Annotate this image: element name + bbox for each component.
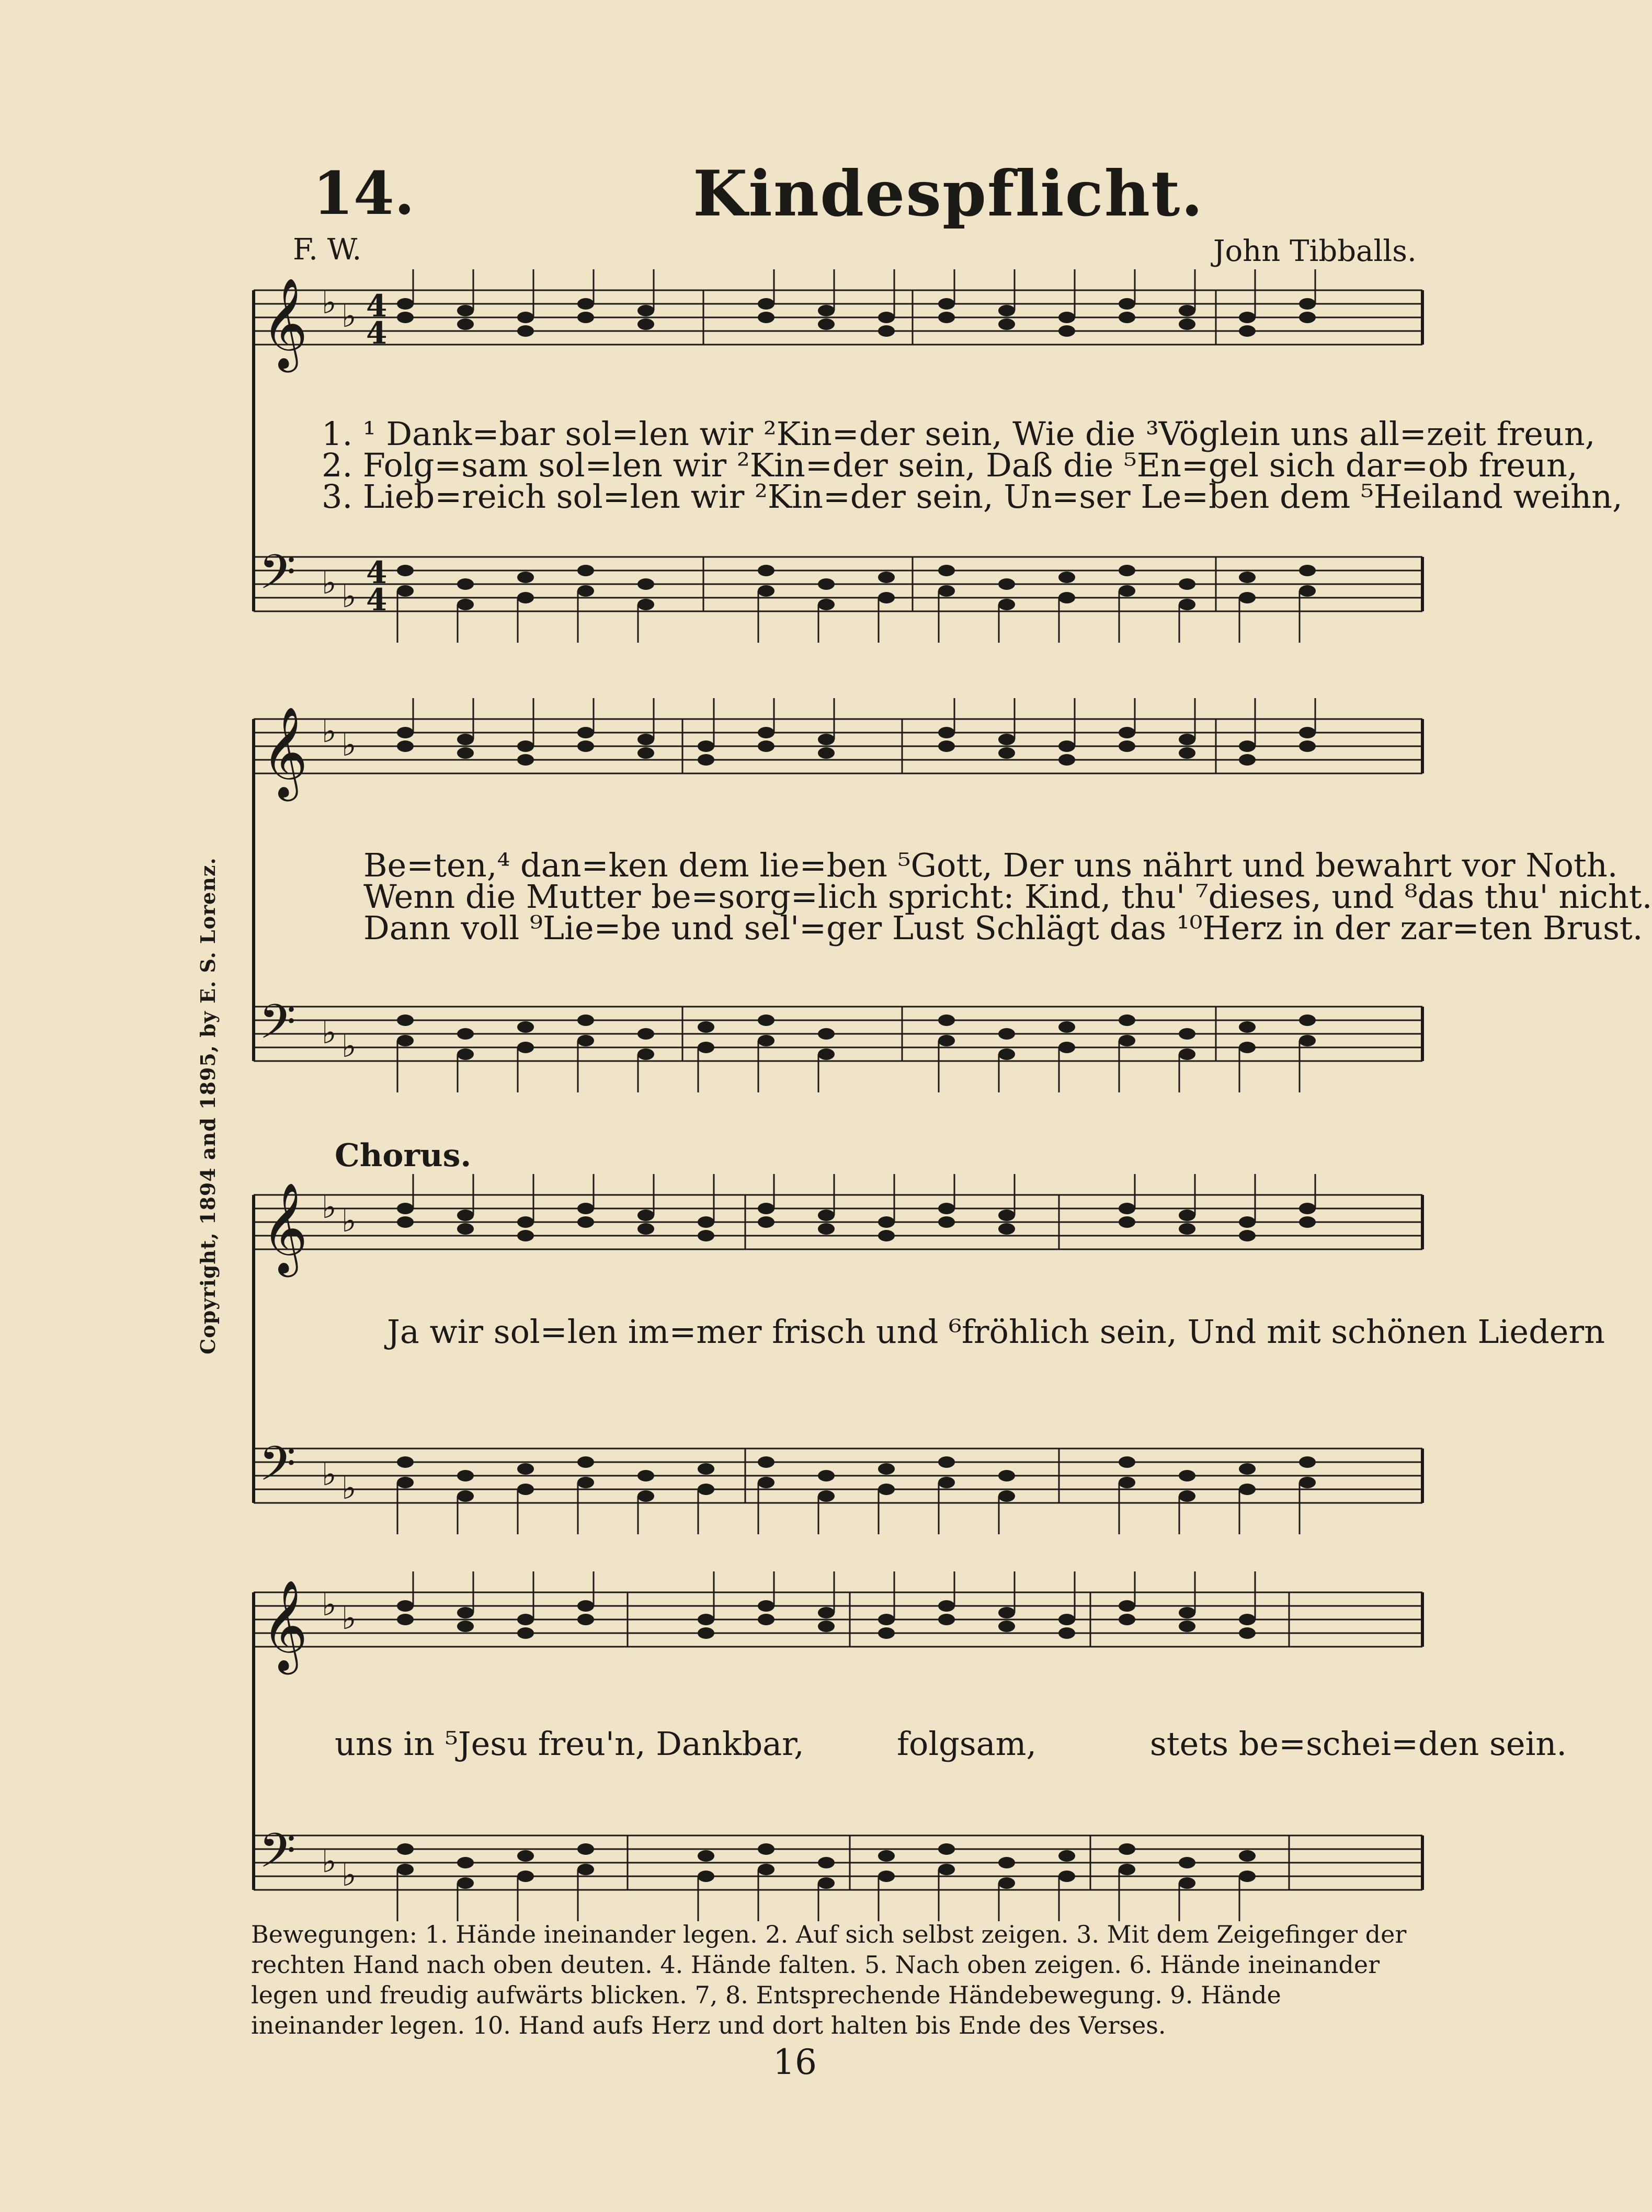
note-head bbox=[517, 754, 534, 766]
note-head bbox=[1119, 1600, 1135, 1612]
note-head bbox=[1119, 1614, 1135, 1625]
time-signature: 4 bbox=[366, 582, 388, 618]
note-head bbox=[938, 1600, 955, 1612]
flat-icon: ♭ bbox=[322, 1014, 337, 1051]
note-head bbox=[1299, 1477, 1316, 1488]
note-head bbox=[457, 578, 474, 590]
note-head bbox=[637, 1048, 654, 1060]
note-head bbox=[938, 740, 955, 752]
note-head bbox=[1299, 1014, 1316, 1026]
note-head bbox=[818, 1048, 835, 1060]
note-head bbox=[998, 305, 1015, 316]
note-head bbox=[938, 312, 955, 323]
note-head bbox=[1239, 1850, 1256, 1862]
page-number: 16 bbox=[773, 2042, 817, 2082]
verse-3-line1: 3. Lieb=reich sol=len wir ²Kin=der sein, Un=ser Le=ben dem ⁵Heiland weihn, bbox=[322, 477, 1623, 516]
note-head bbox=[1179, 305, 1195, 316]
copyright-notice: Copyright, 1894 and 1895, by E. S. Lorenz. bbox=[196, 857, 220, 1354]
movement-instructions: Bewegungen: 1. Hände ineinander legen. 2. Auf sich selbst zeigen. 3. Mit dem Zeigefinger der rechten Hand nach oben deuten. 4. Hände falten. 5. Nach oben zeigen. 6. Hände ineinander legen und freudig aufwärts blicken. 7, 8. Entsprechende Händebewegung. 9. Hände ineinander legen. 10. Hand aufs Herz und dort halten bis Ende des Verses. bbox=[251, 1920, 1407, 2039]
note-head bbox=[998, 747, 1015, 759]
note-head bbox=[1239, 1216, 1256, 1228]
note-head bbox=[1119, 1203, 1135, 1214]
note-head bbox=[818, 318, 835, 330]
note-head bbox=[758, 1014, 774, 1026]
note-head bbox=[577, 1014, 594, 1026]
note-head bbox=[457, 1210, 474, 1221]
note-head bbox=[1179, 1210, 1195, 1221]
note-head bbox=[457, 1470, 474, 1481]
note-head bbox=[577, 1600, 594, 1612]
note-head bbox=[1179, 1470, 1195, 1481]
note-head bbox=[577, 1843, 594, 1855]
note-head bbox=[1179, 1223, 1195, 1235]
note-head bbox=[577, 1477, 594, 1488]
note-head bbox=[758, 1035, 774, 1046]
note-head bbox=[577, 1864, 594, 1875]
note-head bbox=[1179, 1490, 1195, 1502]
note-head bbox=[517, 1871, 534, 1882]
verse-2-line1: 2. Folg=sam sol=len wir ²Kin=der sein, Daß die ⁵En=gel sich dar=ob freun, bbox=[322, 446, 1578, 484]
note-head bbox=[1119, 1843, 1135, 1855]
note-head bbox=[938, 585, 955, 597]
note-head bbox=[878, 1463, 895, 1475]
chorus-lyrics-line1: Ja wir sol=len im=mer frisch und ⁶fröhlich sein, Und mit schönen Liedern bbox=[387, 1313, 1605, 1351]
note-head bbox=[1119, 1216, 1135, 1228]
note-head bbox=[517, 740, 534, 752]
note-head bbox=[938, 1216, 955, 1228]
note-head bbox=[457, 1607, 474, 1618]
bass-clef-icon: 𝄢 bbox=[259, 544, 296, 611]
composer-credit: John Tibballs. bbox=[1213, 234, 1417, 268]
note-head bbox=[1179, 578, 1195, 590]
note-head bbox=[397, 1614, 414, 1625]
note-head bbox=[1179, 1857, 1195, 1868]
note-head bbox=[397, 585, 414, 597]
flat-icon: ♭ bbox=[341, 727, 357, 763]
note-head bbox=[758, 1843, 774, 1855]
flat-icon: ♭ bbox=[341, 1203, 357, 1239]
note-head bbox=[457, 1223, 474, 1235]
note-head bbox=[1239, 740, 1256, 752]
note-head bbox=[818, 578, 835, 590]
note-head bbox=[517, 1216, 534, 1228]
note-head bbox=[1299, 1203, 1316, 1214]
note-head bbox=[1179, 1621, 1195, 1632]
note-head bbox=[878, 1614, 895, 1625]
note-head bbox=[397, 740, 414, 752]
hymn-title: Kindespflicht. bbox=[693, 157, 1204, 231]
note-head bbox=[1058, 325, 1075, 337]
note-head bbox=[938, 1203, 955, 1214]
note-head bbox=[637, 747, 654, 759]
flat-icon: ♭ bbox=[341, 298, 357, 335]
note-head bbox=[1058, 312, 1075, 323]
note-head bbox=[1299, 312, 1316, 323]
note-head bbox=[1299, 1456, 1316, 1468]
note-head bbox=[758, 312, 774, 323]
note-head bbox=[637, 318, 654, 330]
note-head bbox=[698, 1021, 714, 1033]
note-head bbox=[1179, 1607, 1195, 1618]
note-head bbox=[878, 312, 895, 323]
note-head bbox=[457, 305, 474, 316]
verse-lyrics-row1 bbox=[322, 415, 1623, 516]
note-head bbox=[517, 1021, 534, 1033]
note-head bbox=[758, 1614, 774, 1625]
note-head bbox=[517, 1614, 534, 1625]
note-head bbox=[878, 572, 895, 583]
note-head bbox=[637, 734, 654, 745]
flat-icon: ♭ bbox=[341, 1470, 357, 1507]
treble-clef-icon: 𝄞 bbox=[261, 1182, 308, 1273]
note-head bbox=[1119, 1035, 1135, 1046]
note-head bbox=[577, 1035, 594, 1046]
note-head bbox=[577, 1614, 594, 1625]
note-head bbox=[698, 1230, 714, 1241]
note-head bbox=[637, 1490, 654, 1502]
note-head bbox=[517, 592, 534, 603]
verse-3-line2: Dann voll ⁹Lie=be und sel'=ger Lust Schlägt das ¹⁰Herz in der zar=ten Brust. bbox=[363, 909, 1643, 947]
note-head bbox=[1179, 734, 1195, 745]
note-head bbox=[758, 565, 774, 576]
note-head bbox=[457, 1621, 474, 1632]
note-head bbox=[457, 1857, 474, 1868]
note-head bbox=[1239, 572, 1256, 583]
note-head bbox=[397, 1203, 414, 1214]
note-head bbox=[517, 325, 534, 337]
note-head bbox=[1299, 727, 1316, 738]
note-head bbox=[698, 1463, 714, 1475]
time-signature: 4 bbox=[366, 288, 388, 324]
note-head bbox=[998, 578, 1015, 590]
note-head bbox=[517, 1230, 534, 1241]
flat-icon: ♭ bbox=[322, 1843, 337, 1880]
verse-1-line1: 1. ¹ Dank=bar sol=len wir ²Kin=der sein, Wie die ³Vöglein uns all=zeit freun, bbox=[322, 415, 1596, 453]
note-head bbox=[998, 1028, 1015, 1040]
note-head bbox=[938, 1014, 955, 1026]
time-signature: 4 bbox=[366, 555, 388, 590]
note-head bbox=[1299, 1216, 1316, 1228]
flat-icon: ♭ bbox=[322, 1587, 337, 1623]
note-head bbox=[1119, 1864, 1135, 1875]
note-head bbox=[577, 1216, 594, 1228]
note-head bbox=[1179, 599, 1195, 610]
note-head bbox=[1239, 312, 1256, 323]
note-head bbox=[698, 740, 714, 752]
note-head bbox=[517, 1463, 534, 1475]
note-head bbox=[517, 312, 534, 323]
verse-2-line2: Wenn die Mutter be=sorg=lich spricht: Kind, thu' ⁷dieses, und ⁸das thu' nicht. bbox=[363, 877, 1652, 916]
bass-clef-icon: 𝄢 bbox=[259, 1823, 296, 1890]
flat-icon: ♭ bbox=[322, 284, 337, 321]
note-head bbox=[938, 1456, 955, 1468]
flat-icon: ♭ bbox=[322, 565, 337, 601]
note-head bbox=[938, 565, 955, 576]
flat-icon: ♭ bbox=[341, 1857, 357, 1894]
note-head bbox=[878, 1871, 895, 1882]
note-head bbox=[698, 1042, 714, 1053]
note-head bbox=[998, 734, 1015, 745]
note-head bbox=[698, 1871, 714, 1882]
note-head bbox=[818, 1210, 835, 1221]
note-head bbox=[938, 298, 955, 310]
time-signature: 4 bbox=[366, 315, 388, 351]
note-head bbox=[457, 599, 474, 610]
note-head bbox=[457, 1877, 474, 1889]
note-head bbox=[397, 1864, 414, 1875]
note-head bbox=[1239, 325, 1256, 337]
bass-clef-icon: 𝄢 bbox=[259, 1436, 296, 1503]
note-head bbox=[397, 1600, 414, 1612]
note-head bbox=[637, 1028, 654, 1040]
note-head bbox=[577, 585, 594, 597]
note-head bbox=[878, 325, 895, 337]
note-head bbox=[818, 1621, 835, 1632]
note-head bbox=[1179, 747, 1195, 759]
note-head bbox=[698, 754, 714, 766]
author-credit: F. W. bbox=[293, 233, 362, 267]
note-head bbox=[577, 565, 594, 576]
note-head bbox=[1119, 1456, 1135, 1468]
note-head bbox=[998, 599, 1015, 610]
note-head bbox=[818, 1877, 835, 1889]
note-head bbox=[637, 305, 654, 316]
note-head bbox=[1119, 565, 1135, 576]
note-head bbox=[637, 1223, 654, 1235]
verse-lyrics-row2 bbox=[363, 846, 1652, 947]
note-head bbox=[1119, 312, 1135, 323]
note-head bbox=[397, 1035, 414, 1046]
note-head bbox=[1058, 754, 1075, 766]
note-head bbox=[1179, 318, 1195, 330]
note-head bbox=[698, 1627, 714, 1639]
note-head bbox=[577, 1203, 594, 1214]
note-head bbox=[1239, 754, 1256, 766]
note-head bbox=[998, 1607, 1015, 1618]
note-head bbox=[1179, 1048, 1195, 1060]
note-head bbox=[818, 599, 835, 610]
note-head bbox=[878, 1850, 895, 1862]
note-head bbox=[457, 1028, 474, 1040]
note-head bbox=[998, 1857, 1015, 1868]
note-head bbox=[457, 318, 474, 330]
flat-icon: ♭ bbox=[322, 1189, 337, 1226]
note-head bbox=[938, 1843, 955, 1855]
note-head bbox=[878, 1216, 895, 1228]
note-head bbox=[818, 305, 835, 316]
note-head bbox=[517, 1627, 534, 1639]
note-head bbox=[938, 727, 955, 738]
treble-clef-icon: 𝄞 bbox=[261, 1580, 308, 1671]
note-head bbox=[758, 1477, 774, 1488]
note-head bbox=[698, 1216, 714, 1228]
note-head bbox=[1299, 298, 1316, 310]
note-head bbox=[818, 1223, 835, 1235]
note-head bbox=[457, 1490, 474, 1502]
flat-icon: ♭ bbox=[322, 713, 337, 750]
note-head bbox=[938, 1864, 955, 1875]
note-head bbox=[577, 1456, 594, 1468]
note-head bbox=[1239, 1042, 1256, 1053]
note-head bbox=[998, 318, 1015, 330]
note-head bbox=[1058, 1042, 1075, 1053]
note-head bbox=[1058, 572, 1075, 583]
note-head bbox=[998, 1048, 1015, 1060]
note-head bbox=[758, 1864, 774, 1875]
note-head bbox=[397, 1477, 414, 1488]
note-head bbox=[1299, 740, 1316, 752]
flat-icon: ♭ bbox=[341, 1028, 357, 1065]
note-head bbox=[1119, 727, 1135, 738]
note-head bbox=[1239, 1021, 1256, 1033]
note-head bbox=[1239, 1463, 1256, 1475]
note-head bbox=[878, 1627, 895, 1639]
note-head bbox=[998, 1877, 1015, 1889]
note-head bbox=[577, 312, 594, 323]
note-head bbox=[1119, 1477, 1135, 1488]
note-head bbox=[1058, 1850, 1075, 1862]
note-head bbox=[878, 592, 895, 603]
note-head bbox=[818, 1490, 835, 1502]
note-head bbox=[1058, 1871, 1075, 1882]
note-head bbox=[637, 1210, 654, 1221]
note-head bbox=[1299, 1035, 1316, 1046]
note-head bbox=[758, 585, 774, 597]
note-head bbox=[818, 1607, 835, 1618]
note-head bbox=[818, 734, 835, 745]
note-head bbox=[637, 578, 654, 590]
flat-icon: ♭ bbox=[341, 1600, 357, 1637]
note-head bbox=[998, 1210, 1015, 1221]
treble-clef-icon: 𝄞 bbox=[261, 278, 308, 369]
note-head bbox=[397, 1456, 414, 1468]
note-head bbox=[637, 1470, 654, 1481]
note-head bbox=[758, 1600, 774, 1612]
note-head bbox=[938, 1035, 955, 1046]
note-head bbox=[998, 1621, 1015, 1632]
flat-icon: ♭ bbox=[322, 1456, 337, 1493]
note-head bbox=[517, 572, 534, 583]
note-head bbox=[1058, 592, 1075, 603]
note-head bbox=[1058, 740, 1075, 752]
note-head bbox=[1239, 592, 1256, 603]
note-head bbox=[517, 1850, 534, 1862]
note-head bbox=[698, 1614, 714, 1625]
note-head bbox=[397, 727, 414, 738]
bass-clef-icon: 𝄢 bbox=[259, 994, 296, 1061]
note-head bbox=[758, 298, 774, 310]
note-head bbox=[758, 1216, 774, 1228]
note-head bbox=[1239, 1484, 1256, 1495]
note-head bbox=[818, 1028, 835, 1040]
note-head bbox=[1299, 565, 1316, 576]
note-head bbox=[517, 1484, 534, 1495]
note-head bbox=[1239, 1627, 1256, 1639]
note-head bbox=[1058, 1614, 1075, 1625]
chorus-label: Chorus. bbox=[335, 1137, 472, 1174]
note-head bbox=[1119, 1014, 1135, 1026]
note-head bbox=[1119, 298, 1135, 310]
note-head bbox=[818, 1470, 835, 1481]
note-head bbox=[998, 1223, 1015, 1235]
flat-icon: ♭ bbox=[341, 578, 357, 615]
note-head bbox=[878, 1230, 895, 1241]
note-head bbox=[818, 1857, 835, 1868]
note-head bbox=[1239, 1871, 1256, 1882]
note-head bbox=[397, 1014, 414, 1026]
note-head bbox=[577, 740, 594, 752]
note-head bbox=[998, 1490, 1015, 1502]
note-head bbox=[938, 1614, 955, 1625]
note-head bbox=[1119, 740, 1135, 752]
note-head bbox=[457, 734, 474, 745]
note-head bbox=[1179, 1877, 1195, 1889]
note-head bbox=[878, 1484, 895, 1495]
note-head bbox=[998, 1470, 1015, 1481]
note-head bbox=[758, 1203, 774, 1214]
note-head bbox=[938, 1477, 955, 1488]
note-head bbox=[1239, 1614, 1256, 1625]
note-head bbox=[1239, 1230, 1256, 1241]
note-head bbox=[1058, 1627, 1075, 1639]
note-head bbox=[457, 747, 474, 759]
note-head bbox=[457, 1048, 474, 1060]
note-head bbox=[818, 747, 835, 759]
note-head bbox=[1058, 1021, 1075, 1033]
note-head bbox=[577, 727, 594, 738]
note-head bbox=[517, 1042, 534, 1053]
note-head bbox=[758, 1456, 774, 1468]
note-head bbox=[397, 312, 414, 323]
note-head bbox=[698, 1850, 714, 1862]
note-head bbox=[1119, 585, 1135, 597]
note-head bbox=[397, 1843, 414, 1855]
treble-clef-icon: 𝄞 bbox=[261, 706, 308, 797]
note-head bbox=[698, 1484, 714, 1495]
note-head bbox=[397, 565, 414, 576]
hymn-number: 14. bbox=[313, 159, 415, 228]
note-head bbox=[758, 740, 774, 752]
note-head bbox=[1179, 1028, 1195, 1040]
note-head bbox=[758, 727, 774, 738]
note-head bbox=[1299, 585, 1316, 597]
verse-1-line2: Be=ten,⁴ dan=ken dem lie=ben ⁵Gott, Der uns nährt und bewahrt vor Noth. bbox=[363, 846, 1618, 884]
note-head bbox=[577, 298, 594, 310]
note-head bbox=[397, 1216, 414, 1228]
chorus-lyrics-line2: uns in ⁵Jesu freu'n, Dankbar, folgsam, stets be=schei=den sein. bbox=[335, 1725, 1567, 1763]
note-head bbox=[397, 298, 414, 310]
note-head bbox=[637, 599, 654, 610]
